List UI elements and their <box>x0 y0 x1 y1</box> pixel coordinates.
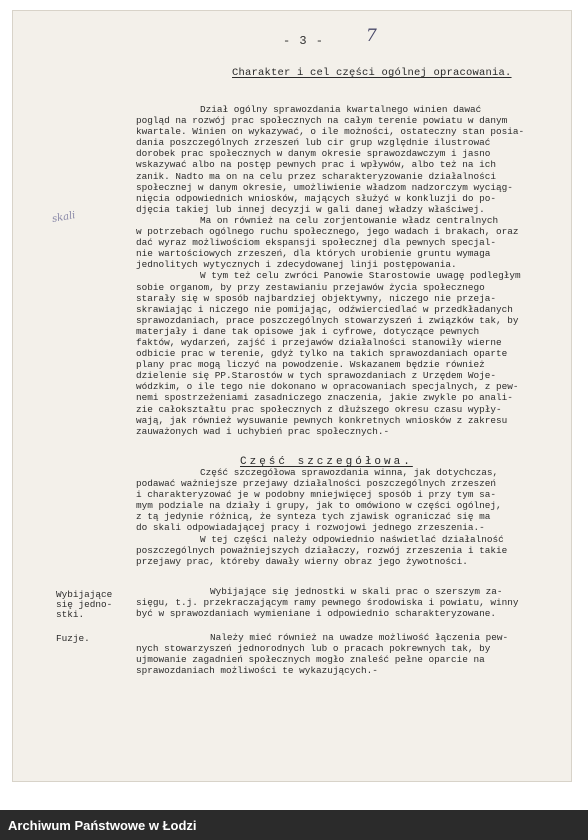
text-line: z tą jedynie różnicą, że synteza tych zjawisk ograniczać się ma <box>136 511 491 523</box>
text-line: djęcia takiej lub innej decyzji w gali danej władzy właściwej. <box>136 203 485 215</box>
page-number: - 3 - <box>283 34 325 48</box>
archive-label: Archiwum Państwowe w Łodzi <box>8 817 197 833</box>
paragraph-notable-individuals <box>136 586 576 619</box>
side-label-line: Wybijające <box>56 589 113 600</box>
text-line: mym podziale na działy i grupy, jak to omówiono w części ogólnej, <box>136 500 502 512</box>
text-line: zanik. Nadto ma on na celu przez scharakteryzowanie działalności <box>136 170 497 182</box>
text-line: wają, jak również wysuwanie pewnych konkretnych wniosków z zakresu <box>136 414 508 426</box>
side-label-line: Fuzje. <box>56 633 90 644</box>
section-heading-detailed: Część szczegółowa. <box>240 456 413 468</box>
text-line: Dział ogólny sprawozdania kwartalnego winien dawać <box>200 104 482 115</box>
text-line: plany prac mogą liczyć na powodzenie. Wskazanem będzie również <box>136 359 485 371</box>
margin-handwritten-note: skali <box>51 210 77 225</box>
archive-footer-bar <box>0 810 588 840</box>
text-line: odbicie prac w terenie, gdyż tylko na takich sprawozdaniach oparte <box>136 348 508 360</box>
text-line: sprawozdaniach możliwości te wykazujących.- <box>136 665 378 677</box>
text-line: skrawiając i niczego nie pomijając, odźwierciedlać w przedkładanych <box>136 303 513 315</box>
text-line: W tej części należy odpowiednio naświetlać działalność <box>200 533 504 545</box>
text-line: Należy mieć również na uwadze możliwość łączenia pew- <box>210 632 509 643</box>
text-line: przejawy prac, któreby dawały wierny obraz jego żywotności. <box>136 555 468 567</box>
text-line: nięcia odpowiednich wniosków, mających służyć w konkluzji do po- <box>136 192 497 204</box>
text-line: dorobek prac społecznych w danym okresie sprawozdawczym i jasno <box>136 148 491 160</box>
text-line: zauważonych wad i uchybień prac społecznych.- <box>136 425 390 437</box>
side-label-mergers <box>56 634 130 644</box>
text-line: W tym też celu zwróci Panowie Starostowie uwagę podległym <box>200 270 521 282</box>
text-line: Wybijające się jednostki w skali prac o szerszym za- <box>210 586 503 597</box>
text-line: poszczególnych poważniejszych działaczy, rozwój zrzeszenia i takie <box>136 544 508 556</box>
side-label-line: się jedno- <box>56 599 113 610</box>
paragraph-detailed <box>136 467 576 567</box>
text-line: nemi spostrzeżeniami zasadniczego znaczenia, jakie zwykle po anali- <box>136 392 513 404</box>
handwritten-page-number: 7 <box>366 26 377 46</box>
text-line: ujmowanie zagadnień społecznych mogło znaleść pełne oparcie na <box>136 654 485 666</box>
text-line: sięgu, t.j. przekraczającym ramy pewnego środowiska i powiatu, winny <box>136 597 519 609</box>
text-line: nie wartościowych zrzeszeń, dla których urobienie gruntu wymaga <box>136 248 491 260</box>
text-line: nych stowarzyszeń jednorodnych lub o pracach pokrewnych tak, by <box>136 643 491 655</box>
text-line: Ma on również na celu zorjentowanie władz centralnych <box>200 214 499 226</box>
side-label-notable-individuals <box>56 590 130 620</box>
paragraph-mergers <box>136 632 576 676</box>
text-line: być w sprawozdaniach wymieniane i odpowiednio scharakteryzowane. <box>136 608 497 620</box>
text-line: do skali odpowiadającej pracy i rozwojowi jednego zrzeszenia.- <box>136 522 485 534</box>
text-line: Część szczegółowa sprawozdania winna, jak dotychczas, <box>200 467 499 478</box>
text-line: dania poszczególnych zrzeszeń lub cir grup względnie ilustrować <box>136 137 491 149</box>
text-line: wódzkim, o ile tego nie dokonano w opracowaniach specjalnych, z pew- <box>136 381 519 393</box>
text-line: podawać ważniejsze przejawy działalności poszczególnych zrzeszeń <box>136 478 497 490</box>
text-line: pogląd na rozwój prac społecznych na całym terenie powiatu w danym <box>136 115 508 127</box>
text-line: wskazywać albo na postęp pewnych prac i wpływów, albo też na ich <box>136 159 497 171</box>
text-line: jednolitych wytycznych i zdecydowanej linji postępowania. <box>136 259 457 271</box>
text-line: społecznej w danym okresie, umożliwienie władzom nadzorczym wyciąg- <box>136 181 513 193</box>
side-label-line: stki. <box>56 609 85 620</box>
text-line: starały się w sposób najbardziej objektywny, niczego nie przeja- <box>136 292 497 304</box>
text-line: dzielenie się PP.Starostów w tych sprawozdaniach z Urzędem Woje- <box>136 370 497 382</box>
text-line: sprawozdaniach, prace poszczególnych stowarzyszeń i związków tak, by <box>136 314 519 326</box>
text-line: w potrzebach ogólnego ruchu społecznego, jego wadach i brakach, oraz <box>136 226 519 238</box>
text-line: sobie organom, by przy zestawianiu przejawów życia społecznego <box>136 281 485 293</box>
text-line: kwartale. Winien on wykazywać, o ile możności, ostateczny stan posia- <box>136 126 525 138</box>
text-line: i charakteryzować je w podobny mniejwięcej sposób i przy tym sa- <box>136 489 497 501</box>
text-line: dać wyraz możliwościom ekspansji społecznej dla pewnych specjal- <box>136 237 497 249</box>
text-line: zie całokształtu prac społecznych z dłuższego okresu czasu wypły- <box>136 403 502 415</box>
text-line: faktów, wydarzeń, zajść i przejawów działalności stanowiły wierne <box>136 336 502 348</box>
paragraph-general <box>136 104 576 437</box>
text-line: materjały i dane tak opisowe jak i cyfrowe, dotyczące pewnych <box>136 325 480 337</box>
section-heading-general: Charakter i cel części ogólnej opracowania. <box>232 67 512 79</box>
